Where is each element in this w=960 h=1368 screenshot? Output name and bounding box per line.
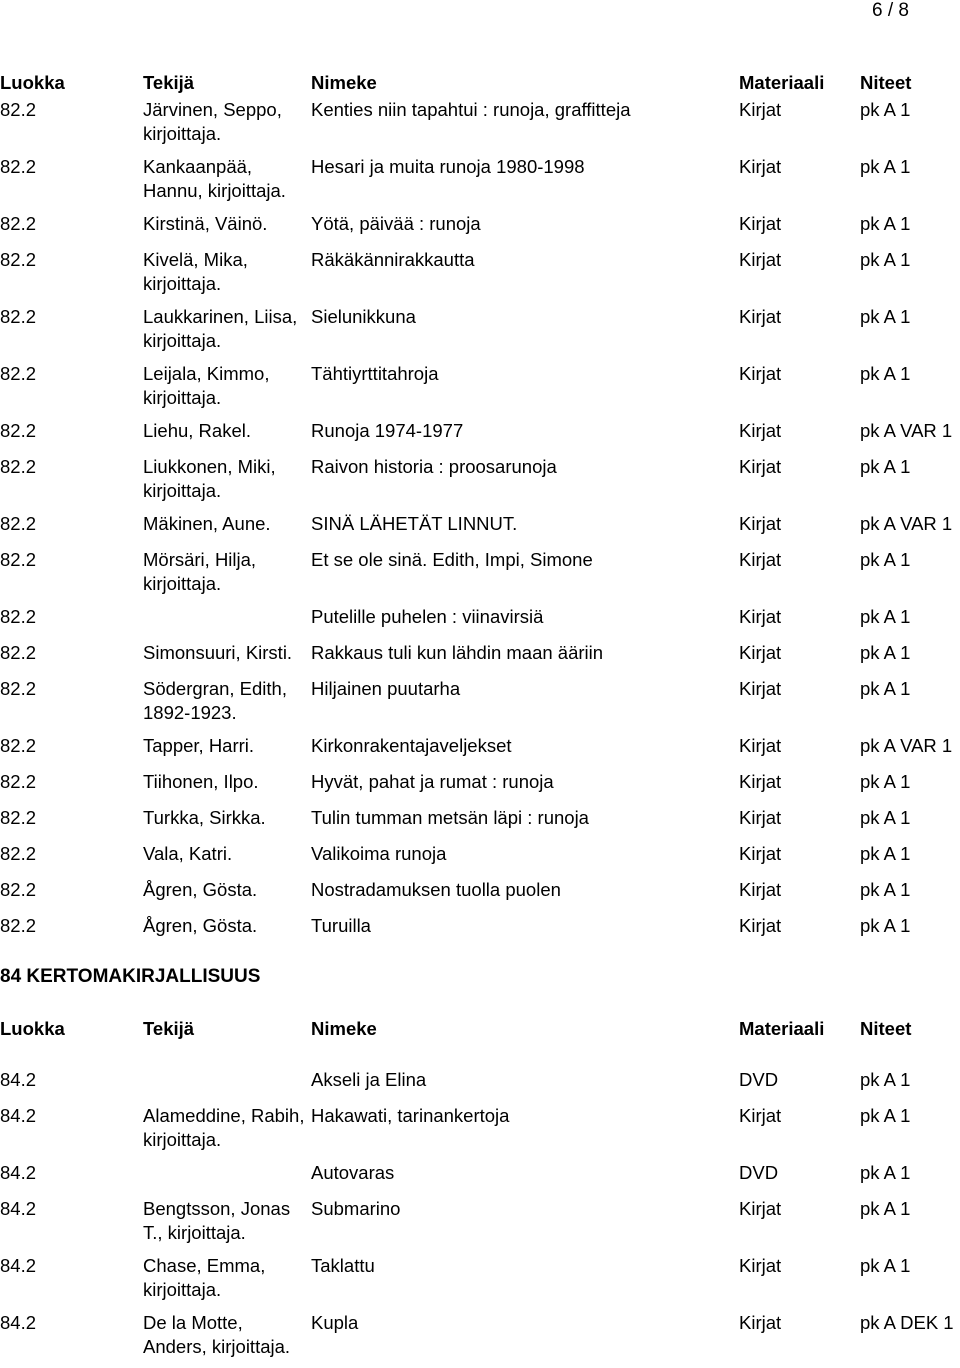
cell-tekija: Chase, Emma, kirjoittaja. bbox=[143, 1255, 266, 1300]
table-row bbox=[0, 212, 960, 248]
table-row bbox=[0, 1104, 960, 1161]
table-row bbox=[0, 512, 960, 548]
cell-materiaali: Kirjat bbox=[739, 420, 782, 441]
cell-tekija: Vala, Katri. bbox=[143, 843, 233, 864]
header-nimeke: Nimeke bbox=[311, 72, 377, 93]
header-nimeke: Nimeke bbox=[311, 1018, 377, 1039]
table-row bbox=[0, 419, 960, 455]
cell-nimeke: Sielunikkuna bbox=[311, 306, 416, 327]
cell-luokka: 84.2 bbox=[0, 1255, 37, 1276]
cell-niteet: pk A 1 bbox=[860, 549, 911, 570]
cell-materiaali: Kirjat bbox=[739, 363, 782, 384]
cell-nimeke: Et se ole sinä. Edith, Impi, Simone bbox=[311, 549, 593, 570]
cell-luokka: 82.2 bbox=[0, 513, 37, 534]
cell-niteet: pk A 1 bbox=[860, 99, 911, 120]
table-row bbox=[0, 914, 960, 950]
table-body bbox=[0, 1068, 960, 1368]
table-header bbox=[0, 70, 960, 96]
cell-tekija: Tiihonen, Ilpo. bbox=[143, 771, 259, 792]
table-row bbox=[0, 248, 960, 305]
table-row bbox=[0, 1068, 960, 1104]
cell-tekija: Alameddine, Rabih, kirjoittaja. bbox=[143, 1105, 305, 1150]
cell-tekija: Simonsuuri, Kirsti. bbox=[143, 642, 293, 663]
cell-niteet: pk A 1 bbox=[860, 363, 911, 384]
table-row bbox=[0, 1197, 960, 1254]
header-luokka: Luokka bbox=[0, 1018, 65, 1039]
cell-niteet: pk A 1 bbox=[860, 606, 911, 627]
cell-tekija: Turkka, Sirkka. bbox=[143, 807, 266, 828]
cell-niteet: pk A 1 bbox=[860, 771, 911, 792]
cell-nimeke: Tähtiyrttitahroja bbox=[311, 363, 439, 384]
cell-niteet: pk A 1 bbox=[860, 807, 911, 828]
table-body bbox=[0, 98, 960, 950]
cell-nimeke: Räkäkännirakkautta bbox=[311, 249, 475, 270]
cell-tekija: Mäkinen, Aune. bbox=[143, 513, 271, 534]
cell-materiaali: Kirjat bbox=[739, 99, 782, 120]
cell-materiaali: Kirjat bbox=[739, 678, 782, 699]
cell-tekija: Bengtsson, Jonas T., kirjoittaja. bbox=[143, 1198, 291, 1243]
table-row bbox=[0, 362, 960, 419]
header-tekija: Tekijä bbox=[143, 1018, 195, 1039]
cell-nimeke: Hakawati, tarinankertoja bbox=[311, 1105, 510, 1126]
cell-niteet: pk A 1 bbox=[860, 156, 911, 177]
table-row bbox=[0, 677, 960, 734]
cell-niteet: pk A 1 bbox=[860, 213, 911, 234]
cell-niteet: pk A 1 bbox=[860, 1069, 911, 1090]
table-row bbox=[0, 1254, 960, 1311]
cell-niteet: pk A 1 bbox=[860, 915, 911, 936]
cell-niteet: pk A 1 bbox=[860, 879, 911, 900]
catalog-table-82 bbox=[0, 70, 960, 950]
cell-tekija: Liukkonen, Miki, kirjoittaja. bbox=[143, 456, 276, 501]
cell-materiaali: Kirjat bbox=[739, 513, 782, 534]
table-row bbox=[0, 455, 960, 512]
cell-nimeke: Hyvät, pahat ja rumat : runoja bbox=[311, 771, 554, 792]
cell-tekija: Ågren, Gösta. bbox=[143, 915, 258, 936]
table-row bbox=[0, 1311, 960, 1368]
cell-tekija: Kankaanpää, Hannu, kirjoittaja. bbox=[143, 156, 286, 201]
cell-tekija: Järvinen, Seppo, kirjoittaja. bbox=[143, 99, 282, 144]
cell-luokka: 84.2 bbox=[0, 1069, 37, 1090]
catalog-table-84 bbox=[0, 1016, 960, 1368]
cell-niteet: pk A 1 bbox=[860, 306, 911, 327]
cell-materiaali: Kirjat bbox=[739, 156, 782, 177]
cell-nimeke: Submarino bbox=[311, 1198, 401, 1219]
cell-materiaali: Kirjat bbox=[739, 642, 782, 663]
cell-nimeke: Yötä, päivää : runoja bbox=[311, 213, 481, 234]
cell-materiaali: Kirjat bbox=[739, 306, 782, 327]
cell-nimeke: Kupla bbox=[311, 1312, 359, 1333]
cell-materiaali: Kirjat bbox=[739, 879, 782, 900]
cell-niteet: pk A 1 bbox=[860, 1255, 911, 1276]
table-row bbox=[0, 734, 960, 770]
table-header bbox=[0, 1016, 960, 1042]
cell-materiaali: Kirjat bbox=[739, 249, 782, 270]
cell-tekija: Kivelä, Mika, kirjoittaja. bbox=[143, 249, 248, 294]
table-row bbox=[0, 878, 960, 914]
cell-niteet: pk A 1 bbox=[860, 1162, 911, 1183]
cell-nimeke: Kirkonrakentajaveljekset bbox=[311, 735, 512, 756]
cell-luokka: 82.2 bbox=[0, 606, 37, 627]
header-luokka: Luokka bbox=[0, 72, 65, 93]
cell-tekija: Mörsäri, Hilja, kirjoittaja. bbox=[143, 549, 257, 594]
cell-niteet: pk A 1 bbox=[860, 456, 911, 477]
cell-luokka: 82.2 bbox=[0, 549, 37, 570]
cell-niteet: pk A 1 bbox=[860, 642, 911, 663]
cell-tekija: Tapper, Harri. bbox=[143, 735, 255, 756]
cell-tekija: Leijala, Kimmo, kirjoittaja. bbox=[143, 363, 270, 408]
cell-materiaali: Kirjat bbox=[739, 807, 782, 828]
header-tekija: Tekijä bbox=[143, 72, 195, 93]
table-row bbox=[0, 155, 960, 212]
cell-luokka: 82.2 bbox=[0, 156, 37, 177]
cell-nimeke: Rakkaus tuli kun lähdin maan ääriin bbox=[311, 642, 604, 663]
cell-tekija: De la Motte, Anders, kirjoittaja. bbox=[143, 1312, 291, 1357]
table-row bbox=[0, 641, 960, 677]
cell-niteet: pk A VAR 1 bbox=[860, 513, 953, 534]
cell-materiaali: DVD bbox=[739, 1162, 779, 1183]
page-number: 6 / 8 bbox=[872, 0, 909, 21]
cell-materiaali: Kirjat bbox=[739, 606, 782, 627]
cell-niteet: pk A DEK 1 bbox=[860, 1312, 954, 1333]
cell-materiaali: Kirjat bbox=[739, 1312, 782, 1333]
cell-materiaali: Kirjat bbox=[739, 1255, 782, 1276]
cell-materiaali: Kirjat bbox=[739, 1105, 782, 1126]
cell-materiaali: Kirjat bbox=[739, 549, 782, 570]
cell-luokka: 82.2 bbox=[0, 642, 37, 663]
cell-luokka: 82.2 bbox=[0, 678, 37, 699]
table-row bbox=[0, 305, 960, 362]
cell-tekija: Kirstinä, Väinö. bbox=[143, 213, 268, 234]
header-niteet: Niteet bbox=[860, 72, 912, 93]
cell-nimeke: Hesari ja muita runoja 1980-1998 bbox=[311, 156, 585, 177]
cell-nimeke: Raivon historia : proosarunoja bbox=[311, 456, 557, 477]
cell-materiaali: Kirjat bbox=[739, 915, 782, 936]
cell-niteet: pk A 1 bbox=[860, 249, 911, 270]
cell-tekija: Laukkarinen, Liisa, kirjoittaja. bbox=[143, 306, 298, 351]
cell-niteet: pk A 1 bbox=[860, 1198, 911, 1219]
cell-tekija: Södergran, Edith, 1892-1923. bbox=[143, 678, 287, 723]
cell-nimeke: Taklattu bbox=[311, 1255, 375, 1276]
cell-nimeke: Akseli ja Elina bbox=[311, 1069, 427, 1090]
cell-niteet: pk A 1 bbox=[860, 1105, 911, 1126]
cell-materiaali: Kirjat bbox=[739, 1198, 782, 1219]
cell-luokka: 82.2 bbox=[0, 843, 37, 864]
cell-luokka: 82.2 bbox=[0, 249, 37, 270]
cell-luokka: 82.2 bbox=[0, 735, 37, 756]
cell-nimeke: Tulin tumman metsän läpi : runoja bbox=[311, 807, 589, 828]
cell-nimeke: Kenties niin tapahtui : runoja, graffitteja bbox=[311, 99, 631, 120]
header-niteet: Niteet bbox=[860, 1018, 912, 1039]
cell-luokka: 82.2 bbox=[0, 879, 37, 900]
table-row bbox=[0, 806, 960, 842]
cell-tekija: Ågren, Gösta. bbox=[143, 879, 258, 900]
table-row bbox=[0, 1161, 960, 1197]
cell-nimeke: Valikoima runoja bbox=[311, 843, 447, 864]
cell-luokka: 84.2 bbox=[0, 1198, 37, 1219]
cell-materiaali: Kirjat bbox=[739, 843, 782, 864]
cell-materiaali: Kirjat bbox=[739, 456, 782, 477]
cell-luokka: 82.2 bbox=[0, 420, 37, 441]
cell-materiaali: DVD bbox=[739, 1069, 779, 1090]
cell-materiaali: Kirjat bbox=[739, 771, 782, 792]
cell-niteet: pk A 1 bbox=[860, 678, 911, 699]
cell-luokka: 82.2 bbox=[0, 915, 37, 936]
cell-luokka: 82.2 bbox=[0, 771, 37, 792]
cell-luokka: 84.2 bbox=[0, 1312, 37, 1333]
table-row bbox=[0, 548, 960, 605]
table-row bbox=[0, 98, 960, 155]
cell-niteet: pk A VAR 1 bbox=[860, 735, 953, 756]
cell-luokka: 82.2 bbox=[0, 456, 37, 477]
cell-materiaali: Kirjat bbox=[739, 213, 782, 234]
cell-luokka: 82.2 bbox=[0, 99, 37, 120]
cell-niteet: pk A VAR 1 bbox=[860, 420, 953, 441]
cell-luokka: 82.2 bbox=[0, 363, 37, 384]
table-row bbox=[0, 770, 960, 806]
cell-nimeke: Runoja 1974-1977 bbox=[311, 420, 464, 441]
cell-materiaali: Kirjat bbox=[739, 735, 782, 756]
cell-niteet: pk A 1 bbox=[860, 843, 911, 864]
header-materiaali: Materiaali bbox=[739, 72, 825, 93]
cell-nimeke: Turuilla bbox=[311, 915, 371, 936]
cell-nimeke: Hiljainen puutarha bbox=[311, 678, 461, 699]
table-row bbox=[0, 605, 960, 641]
cell-nimeke: Nostradamuksen tuolla puolen bbox=[311, 879, 561, 900]
table-row bbox=[0, 842, 960, 878]
cell-luokka: 84.2 bbox=[0, 1105, 37, 1126]
cell-tekija: Liehu, Rakel. bbox=[143, 420, 251, 441]
header-materiaali: Materiaali bbox=[739, 1018, 825, 1039]
cell-nimeke: Autovaras bbox=[311, 1162, 395, 1183]
cell-nimeke: Putelille puhelen : viinavirsiä bbox=[311, 606, 544, 627]
cell-luokka: 82.2 bbox=[0, 807, 37, 828]
section-heading: 84 KERTOMAKIRJALLISUUS bbox=[0, 966, 261, 987]
cell-luokka: 84.2 bbox=[0, 1162, 37, 1183]
cell-luokka: 82.2 bbox=[0, 306, 37, 327]
cell-luokka: 82.2 bbox=[0, 213, 37, 234]
cell-nimeke: SINÄ LÄHETÄT LINNUT. bbox=[311, 513, 518, 534]
